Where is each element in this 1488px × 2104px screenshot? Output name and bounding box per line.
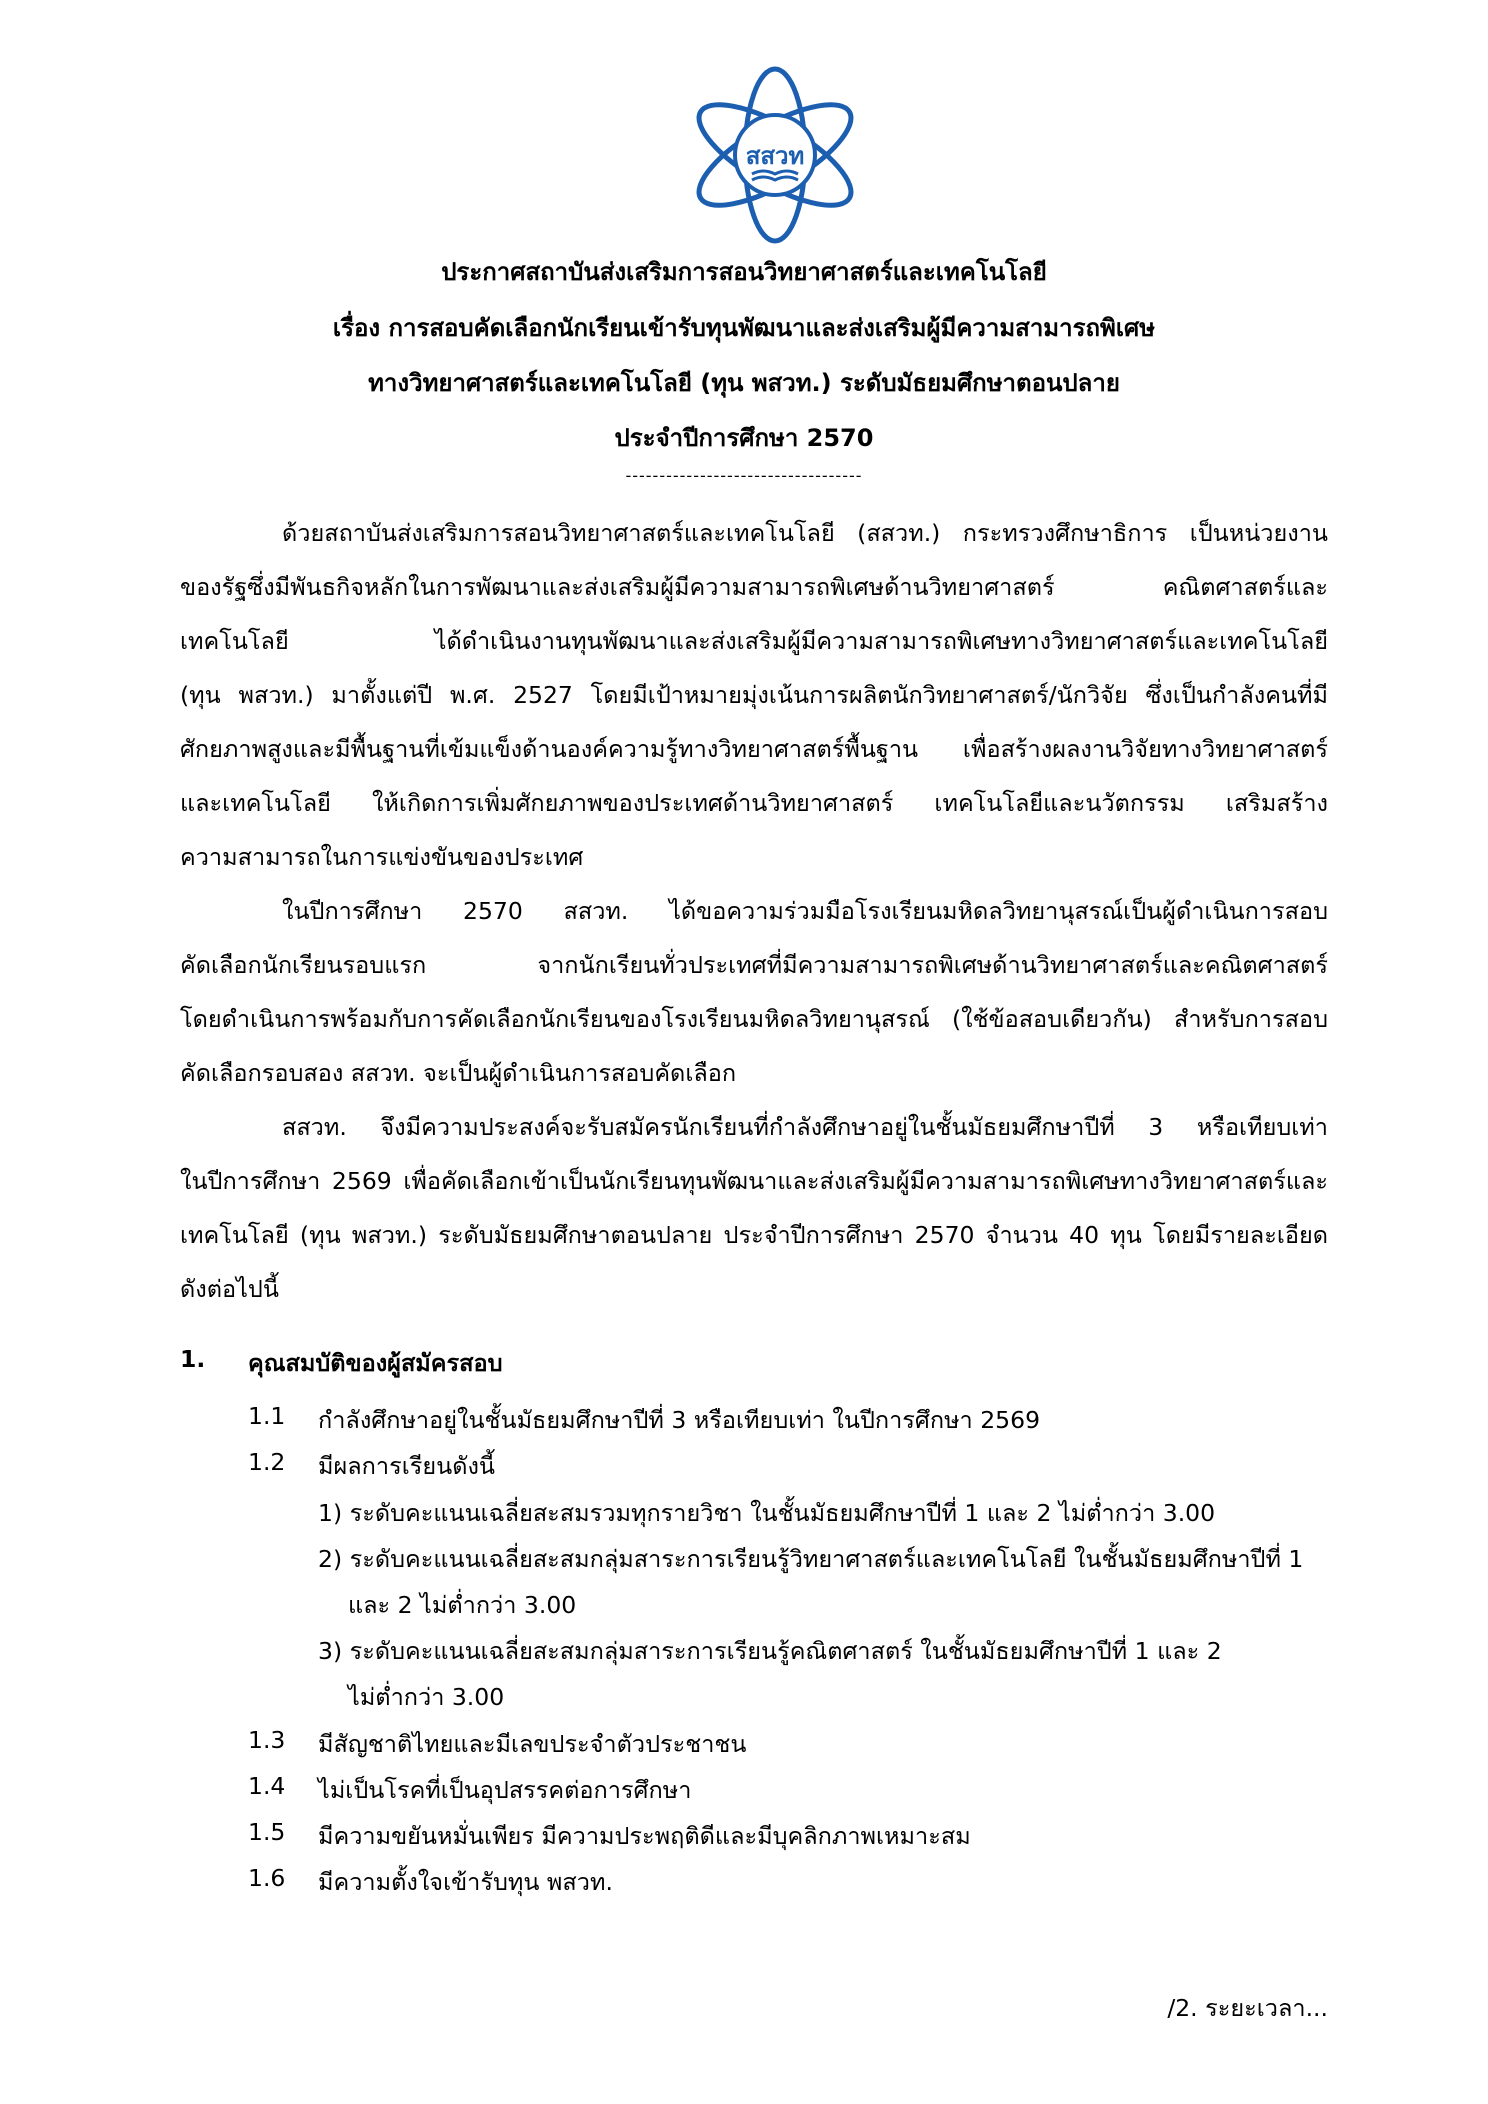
section-number: 1.	[180, 1345, 206, 1373]
item-text: กำลังศึกษาอยู่ในชั้นมัธยมศึกษาปีที่ 3 หรือเทียบเท่า ในปีการศึกษา 2569	[318, 1406, 1041, 1434]
announcement-title: ประกาศสถาบันส่งเสริมการสอนวิทยาศาสตร์และเทคโนโลยี	[441, 258, 1047, 286]
subitem-text: 2) ระดับคะแนนเฉลี่ยสะสมกลุ่มสาระการเรียนรู้วิทยาศาสตร์และเทคโนโลยี ในชั้นมัธยมศึกษาปีที่ 1	[318, 1545, 1304, 1573]
para2-line: ในปีการศึกษา 2570 สสวท. ได้ขอความร่วมมือโรงเรียนมหิดลวิทยานุสรณ์เป็นผู้ดำเนินการสอบ	[282, 897, 1328, 925]
separator-line: -----------------------------------	[625, 466, 863, 485]
item-number: 1.5	[248, 1818, 286, 1846]
item-number: 1.3	[248, 1726, 286, 1754]
item-number: 1.6	[248, 1864, 286, 1892]
para1-line: (ทุน พสวท.) มาตั้งแต่ปี พ.ศ. 2527 โดยมีเป้าหมายมุ่งเน้นการผลิตนักวิทยาศาสตร์/นักวิจัย ซึ่งเป็นกำลังคนที่มี	[180, 681, 1328, 709]
item-number: 1.4	[248, 1772, 286, 1800]
para3-line: เทคโนโลยี (ทุน พสวท.) ระดับมัธยมศึกษาตอนปลาย ประจำปีการศึกษา 2570 จำนวน 40 ทุน โดยมีรายละเอียด	[180, 1221, 1328, 1249]
para1-line: ศักยภาพสูงและมีพื้นฐานที่เข้มแข็งด้านองค์ความรู้ทางวิทยาศาสตร์พื้นฐาน เพื่อสร้างผลงานวิจัยทางวิทยาศาสตร์	[180, 735, 1328, 763]
subitem-text: และ 2 ไม่ต่ำกว่า 3.00	[348, 1591, 577, 1619]
announcement-subject-line2: ทางวิทยาศาสตร์และเทคโนโลยี (ทุน พสวท.) ระดับมัธยมศึกษาตอนปลาย	[368, 369, 1120, 397]
para1-line: ของรัฐซึ่งมีพันธกิจหลักในการพัฒนาและส่งเสริมผู้มีความสามารถพิเศษด้านวิทยาศาสตร์ คณิตศาสตร์และ	[180, 573, 1328, 601]
subitem-text: ไม่ต่ำกว่า 3.00	[348, 1683, 505, 1711]
para1-line: เทคโนโลยี ได้ดำเนินงานทุนพัฒนาและส่งเสริมผู้มีความสามารถพิเศษทางวิทยาศาสตร์และเทคโนโลยี	[180, 627, 1328, 655]
item-number: 1.1	[248, 1402, 286, 1430]
para2-line: คัดเลือกรอบสอง สสวท. จะเป็นผู้ดำเนินการสอบคัดเลือก	[180, 1059, 737, 1087]
para3-line: ในปีการศึกษา 2569 เพื่อคัดเลือกเข้าเป็นนักเรียนทุนพัฒนาและส่งเสริมผู้มีความสามารถพิเศษทางวิทยาศาสตร์และ	[180, 1167, 1328, 1195]
para3-line: ดังต่อไปนี้	[180, 1275, 279, 1303]
logo-text: สสวท	[745, 142, 805, 170]
para2-line: โดยดำเนินการพร้อมกับการคัดเลือกนักเรียนของโรงเรียนมหิดลวิทยานุสรณ์ (ใช้ข้อสอบเดียวกัน) สำหรับการสอบ	[180, 1005, 1328, 1033]
subitem-text: 3) ระดับคะแนนเฉลี่ยสะสมกลุ่มสาระการเรียนรู้คณิตศาสตร์ ในชั้นมัธยมศึกษาปีที่ 1 และ 2	[318, 1637, 1222, 1665]
para1-line: ด้วยสถาบันส่งเสริมการสอนวิทยาศาสตร์และเทคโนโลยี (สสวท.) กระทรวงศึกษาธิการ เป็นหน่วยงาน	[282, 519, 1328, 547]
para3-line: สสวท. จึงมีความประสงค์จะรับสมัครนักเรียนที่กำลังศึกษาอยู่ในชั้นมัธยมศึกษาปีที่ 3 หรือเทียบเท่า	[282, 1113, 1328, 1141]
para1-line: และเทคโนโลยี ให้เกิดการเพิ่มศักยภาพของประเทศด้านวิทยาศาสตร์ เทคโนโลยีและนวัตกรรม เสริมสร้าง	[180, 789, 1328, 817]
section-heading: คุณสมบัติของผู้สมัครสอบ	[248, 1349, 503, 1377]
announcement-subject: เรื่อง การสอบคัดเลือกนักเรียนเข้ารับทุนพัฒนาและส่งเสริมผู้มีความสามารถพิเศษ	[332, 314, 1156, 342]
item-text: มีผลการเรียนดังนี้	[318, 1452, 495, 1480]
ipst-logo	[690, 62, 860, 248]
para2-line: คัดเลือกนักเรียนรอบแรก จากนักเรียนทั่วประเทศที่มีความสามารถพิเศษด้านวิทยาศาสตร์และคณิตศาสตร์	[180, 951, 1328, 979]
item-text: มีความขยันหมั่นเพียร มีความประพฤติดีและมีบุคลิกภาพเหมาะสม	[318, 1822, 971, 1850]
item-number: 1.2	[248, 1448, 286, 1476]
item-text: มีสัญชาติไทยและมีเลขประจำตัวประชาชน	[318, 1730, 747, 1758]
para1-line: ความสามารถในการแข่งขันของประเทศ	[180, 843, 584, 871]
item-text: มีความตั้งใจเข้ารับทุน พสวท.	[318, 1868, 613, 1896]
announcement-year: ประจำปีการศึกษา 2570	[614, 424, 874, 452]
item-text: ไม่เป็นโรคที่เป็นอุปสรรคต่อการศึกษา	[318, 1776, 692, 1804]
page-continuation: /2. ระยะเวลา...	[1167, 1994, 1328, 2022]
subitem-text: 1) ระดับคะแนนเฉลี่ยสะสมรวมทุกรายวิชา ในชั้นมัธยมศึกษาปีที่ 1 และ 2 ไม่ต่ำกว่า 3.00	[318, 1499, 1216, 1527]
